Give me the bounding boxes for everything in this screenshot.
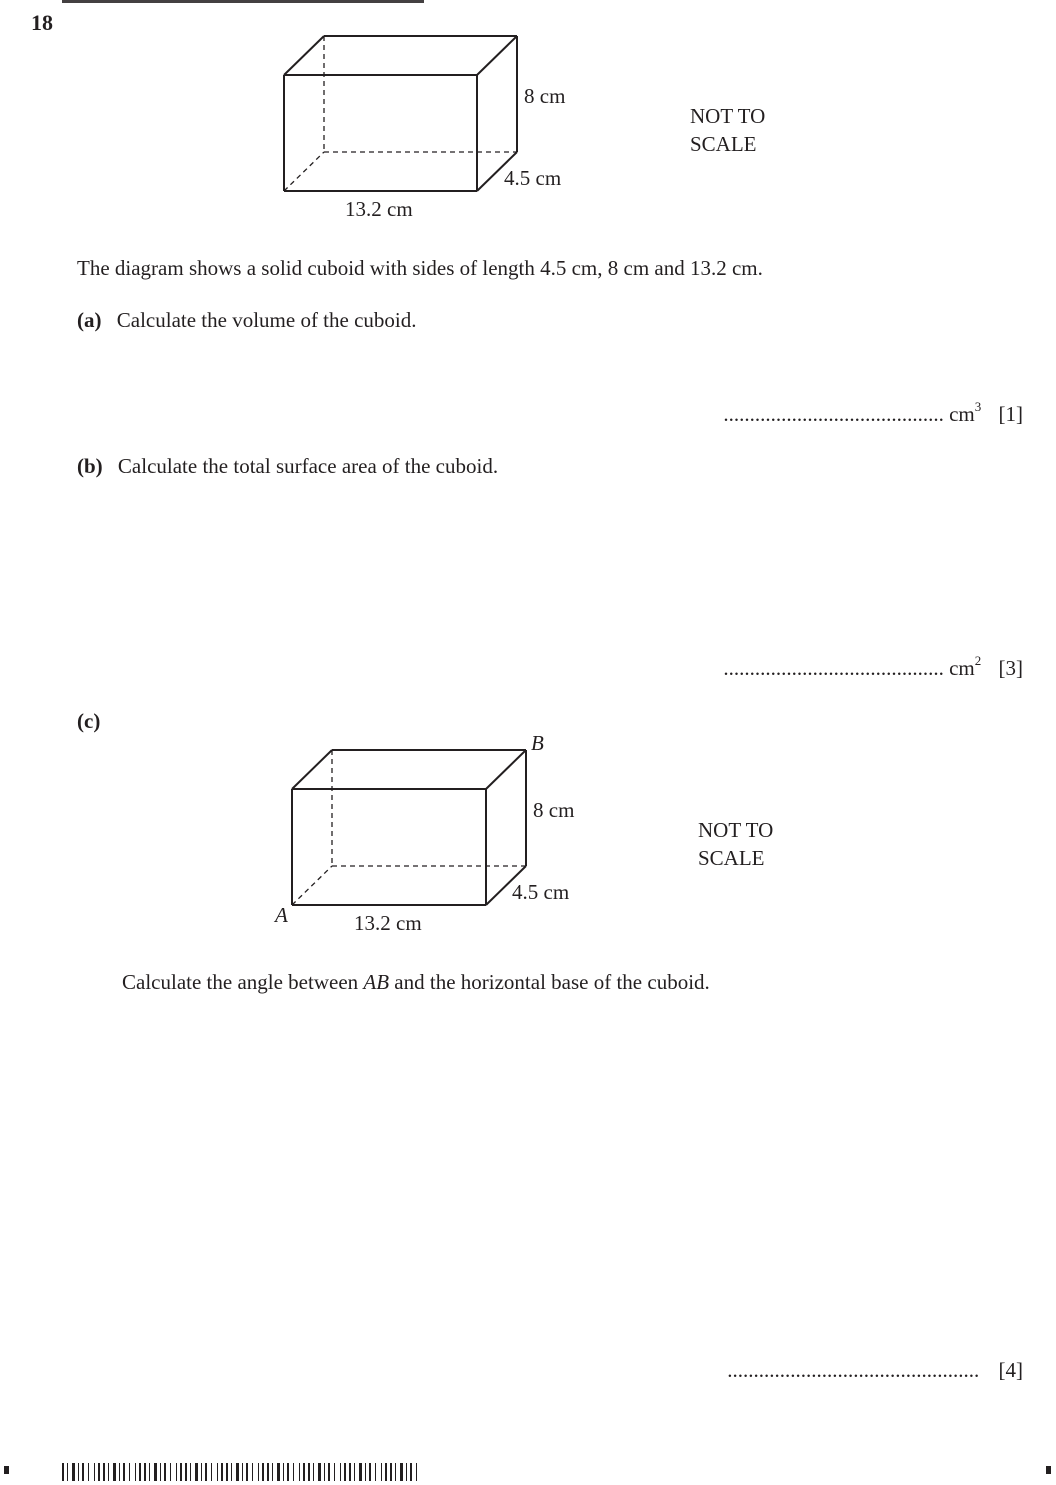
not-to-scale-note-c: NOT TO SCALE <box>698 818 774 870</box>
cuboid-diagram-1 <box>270 30 590 230</box>
part-c-question: Calculate the angle between AB and the horizontal base of the cuboid. <box>122 970 710 994</box>
part-b-question: Calculate the total surface area of the cuboid. <box>117 454 499 478</box>
part-b-label: (b) <box>77 454 103 478</box>
top-barcode-strip <box>62 0 424 3</box>
width-label-c: 13.2 cm <box>354 911 422 935</box>
corner-marker-left <box>4 1466 9 1474</box>
part-c-answer-line[interactable]: ................................................ [4] <box>727 1358 1023 1382</box>
part-c-marks: [4] <box>998 1358 1023 1382</box>
point-a-label: A <box>275 903 288 927</box>
question-number: 18 <box>31 10 53 35</box>
cuboid-diagram-2 <box>270 740 600 940</box>
part-a-marks: [1] <box>998 402 1023 426</box>
point-b-label: B <box>531 731 544 755</box>
barcode <box>62 1463 424 1481</box>
part-b-marks: [3] <box>998 656 1023 680</box>
part-b-answer-line[interactable]: .......................................... $cm^2$ [3] <box>723 653 1023 680</box>
part-a <box>77 308 417 333</box>
depth-label: 4.5 cm <box>504 166 562 190</box>
width-label: 13.2 cm <box>345 197 413 221</box>
depth-label-c: 4.5 cm <box>512 880 570 904</box>
corner-marker-right <box>1046 1466 1051 1474</box>
part-b <box>77 454 498 479</box>
height-label-c: 8 cm <box>533 798 575 822</box>
intro-text: The diagram shows a solid cuboid with sides of length 4.5 cm, 8 cm and 13.2 cm. <box>77 256 763 280</box>
not-to-scale-note: NOT TO SCALE <box>690 104 766 156</box>
height-label: 8 cm <box>524 84 566 108</box>
part-c-label: (c) <box>77 709 101 733</box>
part-a-label: (a) <box>77 308 102 332</box>
part-a-question: Calculate the volume of the cuboid. <box>116 308 417 332</box>
part-a-answer-line[interactable]: .......................................... $cm^3$ [1] <box>723 399 1023 426</box>
